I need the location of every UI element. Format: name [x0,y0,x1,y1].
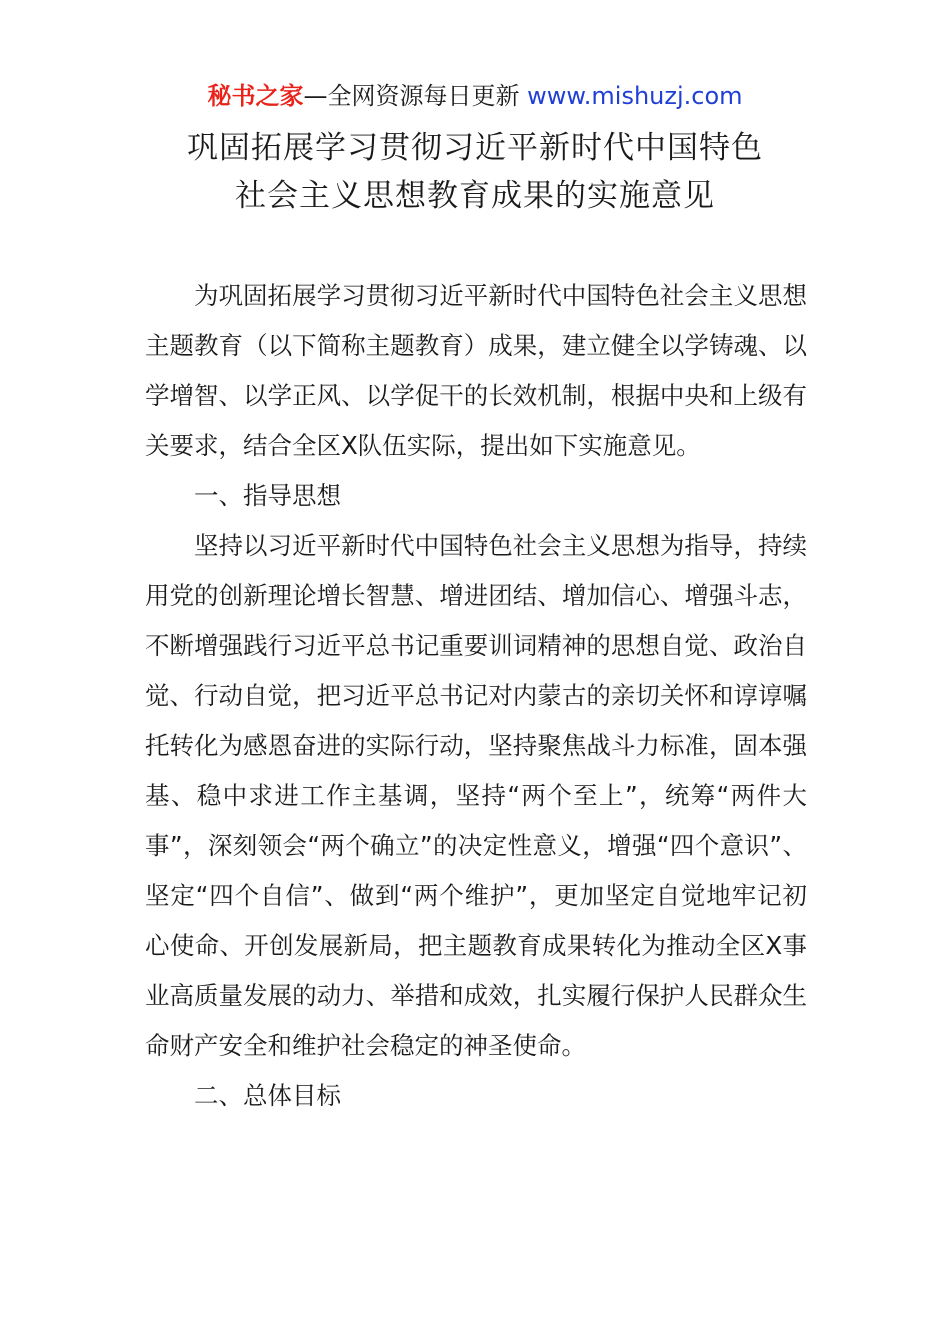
document-title [0,124,950,220]
document-body [145,271,807,1121]
title-line-2: 社会主义思想教育成果的实施意见 [235,178,715,214]
section-1-paragraph: 坚持以习近平新时代中国特色社会主义思想为指导，持续用党的创新理论增长智慧、增进团结、增加信心、增强斗志，不断增强践行习近平总书记重要训词精神的思想自觉、政治自觉、行动自觉，把习近平总书记对内蒙古的亲切关怀和谆谆嘱托转化为感恩奋进的实际行动，坚持聚焦战斗力标准，固本强基、稳中求进工作主基调，坚持“两个至上”，统筹“两件大事”，深刻领会“两个确立”的决定性意义，增强“四个意识”、坚定“四个自信”、做到“两个维护”，更加坚定自觉地牢记初心使命、开创发展新局，把主题教育成果转化为推动全区X事业高质量发展的动力、举措和成效，扎实履行保护人民群众生命财产安全和维护社会稳定的神圣使命。 [145,531,807,1060]
site-banner [0,78,950,114]
site-url-link[interactable]: www.mishuzj.com [527,82,743,110]
title-line-1: 巩固拓展学习贯彻习近平新时代中国特色 [187,130,763,166]
site-tagline: —全网资源每日更新 [303,82,520,110]
section-1-heading: 一、指导思想 [194,481,341,510]
intro-paragraph: 为巩固拓展学习贯彻习近平新时代中国特色社会主义思想主题教育（以下简称主题教育）成果，建立健全以学铸魂、以学增智、以学正风、以学促干的长效机制，根据中央和上级有关要求，结合全区X队伍实际，提出如下实施意见。 [145,281,807,460]
site-brand: 秘书之家 [207,82,304,110]
section-2-heading: 二、总体目标 [194,1081,341,1110]
